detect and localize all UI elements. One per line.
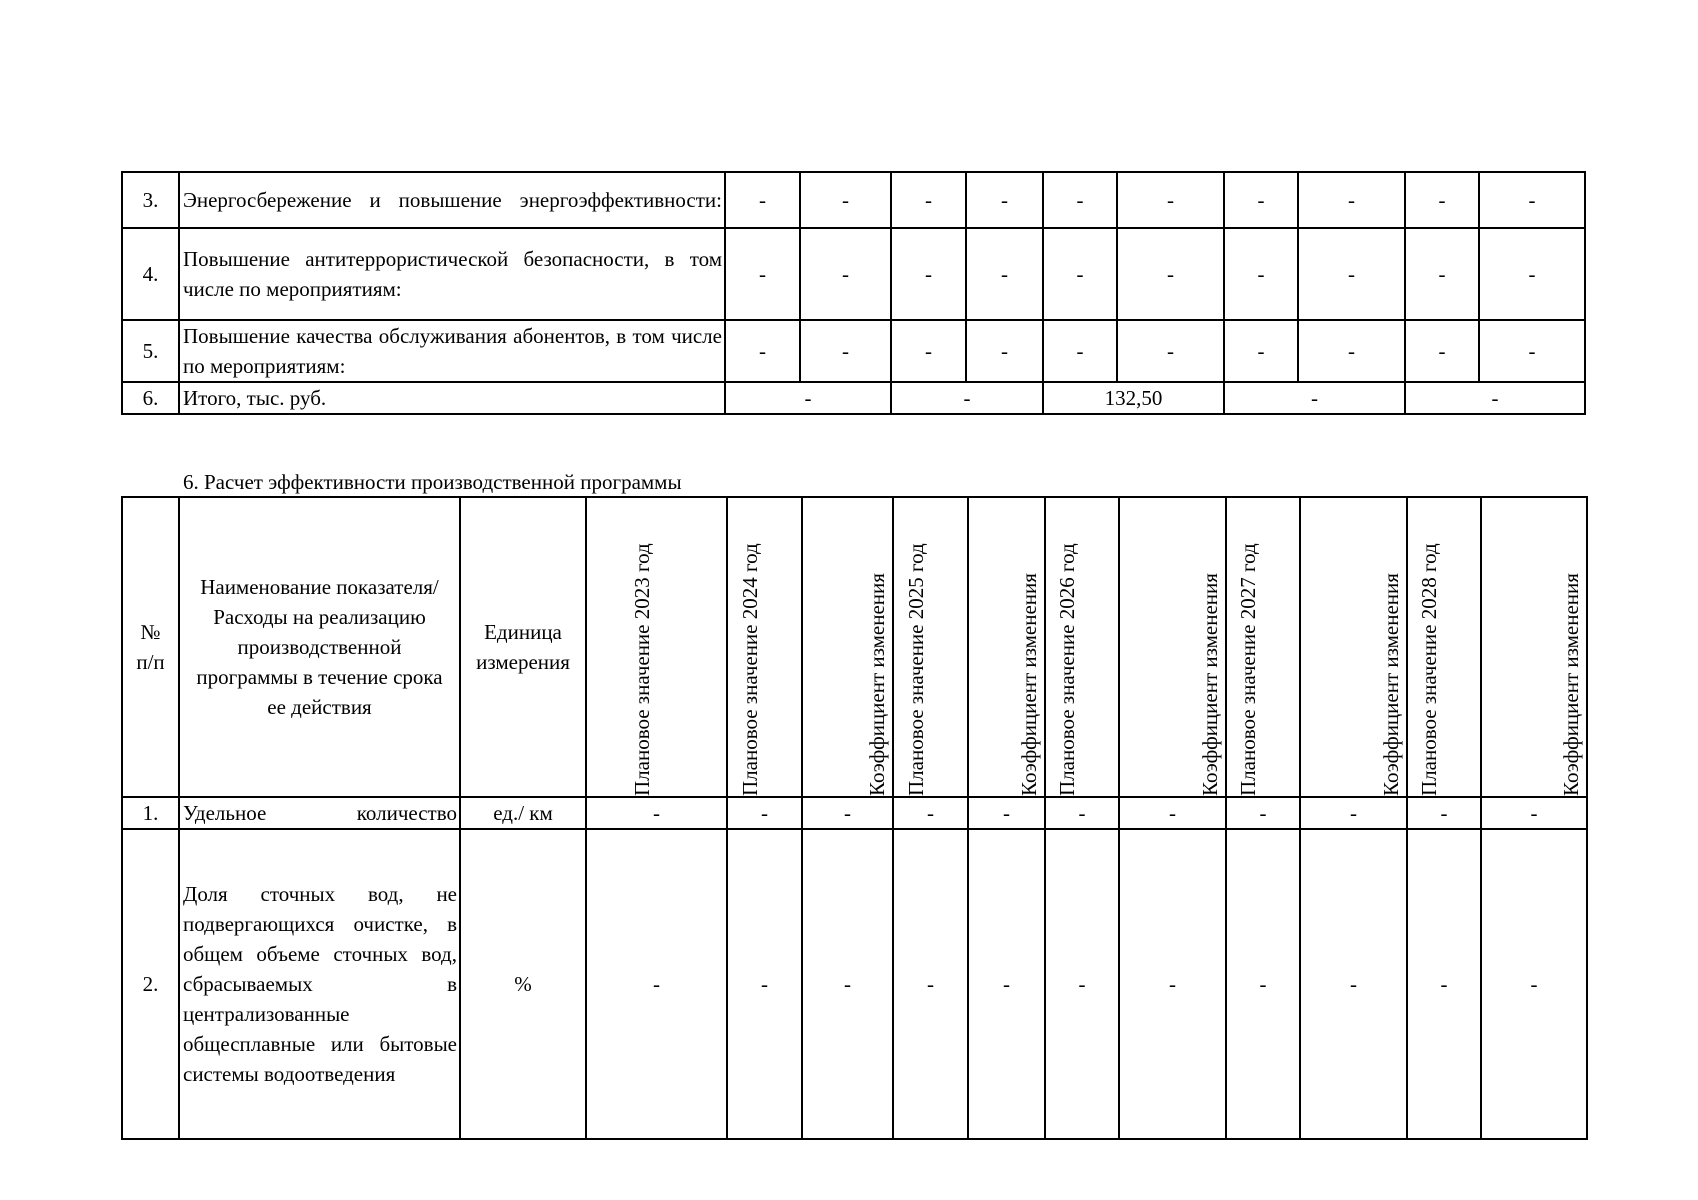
row-name: Повышение антитеррористической безопасности, в том числе по мероприятиям:: [179, 228, 725, 320]
cell: -: [891, 228, 966, 320]
header-plan-2025: [893, 497, 968, 797]
cell: -: [800, 172, 891, 228]
cell: -: [1045, 797, 1119, 829]
cell: -: [725, 228, 800, 320]
cell: -: [1479, 320, 1585, 382]
cell: -: [1481, 829, 1587, 1139]
header-plan-2028: [1407, 497, 1481, 797]
header-plan-2027: [1226, 497, 1300, 797]
cell: -: [1407, 797, 1481, 829]
cell: -: [1479, 228, 1585, 320]
cell: -: [966, 320, 1043, 382]
cell: -: [966, 172, 1043, 228]
cell: -: [968, 829, 1045, 1139]
header-coef-4: [1300, 497, 1407, 797]
cell: -: [1405, 228, 1479, 320]
header-plan-2027-label: Плановое значение 2027 год: [1236, 543, 1260, 796]
cell: -: [1479, 172, 1585, 228]
cell: -: [1119, 829, 1226, 1139]
row-number: 6.: [122, 382, 179, 414]
header-coef-label: Коэффициент изменения: [1017, 573, 1041, 796]
cell: -: [802, 797, 893, 829]
row-number: 3.: [122, 172, 179, 228]
total-cell: -: [725, 382, 891, 414]
total-cell: -: [1224, 382, 1405, 414]
header-plan-2024: [727, 497, 802, 797]
cell: -: [966, 228, 1043, 320]
header-name: Наименование показателя/Расходы на реализацию производственной программы в течение срока ее действия: [179, 497, 460, 797]
row-number: 5.: [122, 320, 179, 382]
cell: -: [725, 320, 800, 382]
cell: -: [1119, 797, 1226, 829]
header-coef-5: [1481, 497, 1587, 797]
header-coef-label: Коэффициент изменения: [1559, 573, 1583, 796]
row-name: Повышение качества обслуживания абонентов, в том числе по мероприятиям:: [179, 320, 725, 382]
row-unit: ед./ км: [460, 797, 586, 829]
header-plan-2024-label: Плановое значение 2024 год: [737, 543, 762, 796]
cell: -: [727, 829, 802, 1139]
header-coef-label: Коэффициент изменения: [865, 573, 889, 796]
cell: -: [1226, 829, 1300, 1139]
cell: -: [1224, 228, 1298, 320]
header-coef-2: [968, 497, 1045, 797]
cell: -: [1226, 797, 1300, 829]
cell: -: [1043, 172, 1117, 228]
cell: -: [802, 829, 893, 1139]
header-unit: Единица измерения: [460, 497, 586, 797]
header-number-label: № п/п: [136, 620, 165, 674]
efficiency-table: [121, 496, 1588, 1140]
cell: -: [1117, 228, 1224, 320]
header-coef-1: [802, 497, 893, 797]
header-plan-2025-label: Плановое значение 2025 год: [903, 543, 928, 796]
row-number: 1.: [122, 797, 179, 829]
cell: -: [800, 228, 891, 320]
row-name: Энергосбережение и повышение энергоэффективности:: [179, 172, 725, 228]
row-name: Доля сточных вод, не подвергающихся очистке, в общем объеме сточных вод, сбрасываемых в централизованные общесплавные или бытовые системы водоотведения: [179, 829, 460, 1139]
header-plan-2026-label: Плановое значение 2026 год: [1055, 543, 1079, 796]
header-plan-2023: [586, 497, 727, 797]
header-coef-label: Коэффициент изменения: [1379, 573, 1403, 796]
total-cell: -: [891, 382, 1043, 414]
cost-table: [121, 171, 1586, 415]
cell: -: [1224, 320, 1298, 382]
cell: -: [1224, 172, 1298, 228]
table-row: [122, 228, 1585, 320]
total-cell: 132,50: [1043, 382, 1224, 414]
row-number: 4.: [122, 228, 179, 320]
cell: -: [1117, 320, 1224, 382]
cell: -: [727, 797, 802, 829]
header-row: [122, 497, 1587, 797]
cell: -: [1117, 172, 1224, 228]
table-row: [122, 829, 1587, 1139]
cell: -: [1298, 320, 1405, 382]
table-row: [122, 797, 1587, 829]
table-row: [122, 172, 1585, 228]
cell: -: [1405, 320, 1479, 382]
cell: -: [893, 797, 968, 829]
header-coef-3: [1119, 497, 1226, 797]
total-cell: -: [1405, 382, 1585, 414]
cell: -: [1300, 829, 1407, 1139]
cell: -: [968, 797, 1045, 829]
table-row: [122, 320, 1585, 382]
cell: -: [1298, 172, 1405, 228]
cell: -: [893, 829, 968, 1139]
cell: -: [1045, 829, 1119, 1139]
header-plan-2026: [1045, 497, 1119, 797]
total-row: [122, 382, 1585, 414]
cell: -: [1043, 320, 1117, 382]
cell: -: [891, 172, 966, 228]
section-title: 6. Расчет эффективности производственной программы: [183, 470, 682, 494]
cell: -: [1300, 797, 1407, 829]
cell: -: [725, 172, 800, 228]
cell: -: [1407, 829, 1481, 1139]
header-plan-2028-label: Плановое значение 2028 год: [1417, 543, 1441, 796]
header-number: [122, 497, 179, 797]
cell: -: [586, 829, 727, 1139]
row-unit: %: [460, 829, 586, 1139]
header-coef-label: Коэффициент изменения: [1198, 573, 1222, 796]
cell: -: [1298, 228, 1405, 320]
cell: -: [1043, 228, 1117, 320]
cell: -: [800, 320, 891, 382]
cell: -: [586, 797, 727, 829]
cell: -: [891, 320, 966, 382]
row-name: Удельное количество: [179, 797, 460, 829]
row-name: Итого, тыс. руб.: [179, 382, 725, 414]
cell: -: [1481, 797, 1587, 829]
header-plan-2023-label: Плановое значение 2023 год: [629, 543, 654, 796]
cell: -: [1405, 172, 1479, 228]
row-number: 2.: [122, 829, 179, 1139]
